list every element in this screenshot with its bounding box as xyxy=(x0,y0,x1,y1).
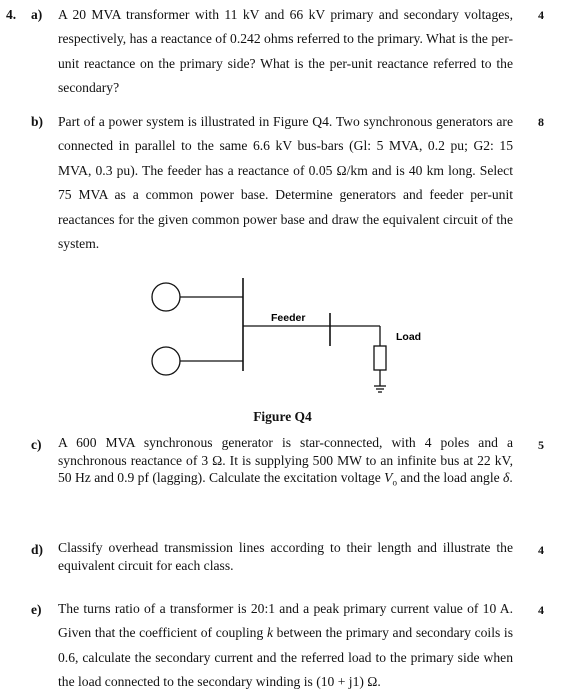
part-e-label: e) xyxy=(31,602,42,617)
part-e-text-before: The turns ratio of a transformer is 20:1 and a peak primary current value of 10 A. Given that the coefficient of coupling xyxy=(58,601,513,641)
part-d-marks: 4 xyxy=(538,543,544,557)
part-a-label: a) xyxy=(31,7,43,22)
coupling-symbol: k xyxy=(266,625,273,641)
delta-symbol: δ xyxy=(503,470,510,486)
part-e-text-middle: between the primary and secondary coils is 0.6, calculate the secondary current and the referred load to the primary side when the load connected to the secondary winding is xyxy=(58,625,513,690)
part-e-text xyxy=(58,597,513,695)
voltage-symbol: V xyxy=(384,470,393,486)
part-c-marks: 5 xyxy=(538,438,544,452)
generator-1-symbol xyxy=(152,283,180,311)
part-a-text: A 20 MVA transformer with 11 kV and 66 kV primary and secondary voltages, respectively, has a reactance of 0.242 ohms referred to the primary. What is the per-unit reactance on the primary side? What is the per-unit reactance referred to the secondary? xyxy=(58,7,513,96)
figure-caption: Figure Q4 xyxy=(253,409,312,424)
generator-2-symbol xyxy=(152,347,180,375)
part-a-marks: 4 xyxy=(538,8,544,22)
part-e-marks: 4 xyxy=(538,603,544,617)
part-c-text-before: A 600 MVA synchronous generator is star-connected, with 4 poles and a synchronous reactance of 3 Ω. It is supplying 500 MW to an infinite bus at 22 kV, 50 Hz and 0.9 pf (lagging). Calculate the excitation voltage xyxy=(58,435,513,486)
part-b-label: b) xyxy=(31,114,44,129)
part-c-text-middle: and the load angle xyxy=(396,470,504,486)
load-label: Load xyxy=(396,331,422,343)
part-c-text-after: . xyxy=(509,470,513,486)
figure-q4 xyxy=(0,270,565,410)
part-d-label: d) xyxy=(31,542,44,557)
part-b-marks: 8 xyxy=(538,115,544,129)
part-e-text-after: . xyxy=(377,674,381,690)
feeder-label: Feeder xyxy=(271,312,306,324)
question-number: 4. xyxy=(6,7,17,22)
voltage-subscript: o xyxy=(392,477,397,488)
load-box xyxy=(374,346,386,370)
part-d-text: Classify overhead transmission lines according to their length and illustrate the equivalent circuit for each class. xyxy=(58,540,513,573)
part-c-label: c) xyxy=(31,437,42,452)
part-b-text: Part of a power system is illustrated in Figure Q4. Two synchronous generators are connected in parallel to the same 6.6 kV bus-bars (Gl: 5 MVA, 0.2 pu; G2: 15 MVA, 0.3 pu). The feeder has a reactance of 0.05 Ω/km and is 40 km long. Select 75 MVA as a common power base. Determine generators and feeder per-unit reactances for the given common power base and draw the equivalent circuit of the system. xyxy=(58,114,513,252)
load-impedance: (10 + j1) Ω xyxy=(316,674,378,690)
part-c-text xyxy=(58,434,513,493)
